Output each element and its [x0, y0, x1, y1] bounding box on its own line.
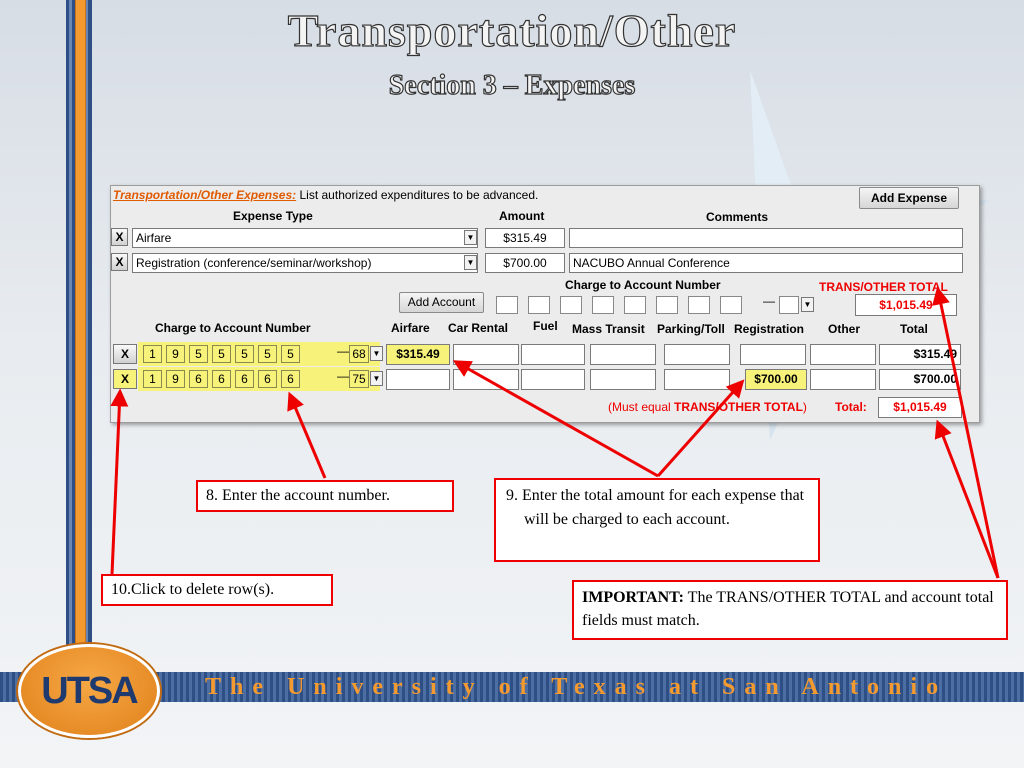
- expense-comment-input[interactable]: NACUBO Annual Conference: [569, 253, 963, 273]
- col-airfare: Airfare: [391, 321, 430, 335]
- dash-separator: —: [763, 294, 775, 308]
- col-fuel: Fuel: [533, 319, 558, 333]
- account-digit[interactable]: 6: [235, 370, 254, 388]
- col-comments: Comments: [706, 210, 769, 224]
- trans-total-field: $1,015.49: [855, 294, 957, 316]
- airfare-input[interactable]: $315.49: [386, 344, 450, 365]
- must-equal-pre: (Must equal: [608, 400, 675, 414]
- account-suffix[interactable]: 68: [349, 345, 369, 363]
- callout-step9: 9. Enter the total amount for each expense that will be charged to each account.: [494, 478, 820, 562]
- callout-step10: 10.Click to delete row(s).: [101, 574, 333, 606]
- callout-step8: 8. Enter the account number.: [196, 480, 454, 512]
- dash-separator: —: [337, 344, 349, 358]
- add-account-button[interactable]: Add Account: [399, 292, 484, 313]
- account-digit[interactable]: 5: [235, 345, 254, 363]
- chevron-down-icon[interactable]: ▼: [370, 346, 383, 361]
- total-label: Total:: [835, 400, 867, 414]
- account-digit[interactable]: 6: [212, 370, 231, 388]
- account-digit[interactable]: 6: [281, 370, 300, 388]
- expense-amount-input[interactable]: $315.49: [485, 228, 565, 248]
- must-equal-bold: TRANS/OTHER TOTAL: [674, 400, 803, 414]
- expense-amount-input[interactable]: $700.00: [485, 253, 565, 273]
- account-digit[interactable]: 5: [281, 345, 300, 363]
- footer-text: The University of Texas at San Antonio: [205, 674, 948, 700]
- must-equal-post: ): [802, 400, 807, 414]
- charge-account-heading: Charge to Account Number: [565, 278, 721, 292]
- chevron-down-icon[interactable]: ▼: [370, 371, 383, 386]
- account-total-field: $700.00: [879, 369, 961, 390]
- col-car-rental: Car Rental: [448, 321, 509, 335]
- col-other: Other: [828, 322, 861, 336]
- col-account: Charge to Account Number: [155, 321, 311, 335]
- chevron-down-icon[interactable]: ▼: [801, 297, 814, 312]
- account-digit[interactable]: 1: [143, 370, 162, 388]
- col-parking: Parking/Toll: [657, 322, 725, 336]
- grand-total-field: $1,015.49: [878, 397, 962, 418]
- delete-account-button[interactable]: X: [113, 344, 137, 364]
- account-digit[interactable]: 5: [258, 345, 277, 363]
- expense-type-select[interactable]: Airfare: [132, 228, 478, 248]
- important-text: The TRANS/OTHER TOTAL and account total fields must match.: [582, 589, 994, 629]
- account-digit[interactable]: 6: [189, 370, 208, 388]
- chevron-down-icon[interactable]: ▼: [464, 255, 477, 270]
- account-digit[interactable]: 5: [212, 345, 231, 363]
- form-header-link[interactable]: Transportation/Other Expenses:: [113, 188, 297, 202]
- col-registration: Registration: [734, 322, 805, 336]
- page-subtitle: Section 3 – Expenses: [388, 70, 636, 101]
- expense-type-select[interactable]: Registration (conference/seminar/workshop): [132, 253, 478, 273]
- registration-input[interactable]: $700.00: [745, 369, 807, 390]
- utsa-logo: UTSA: [18, 644, 160, 738]
- account-suffix[interactable]: 75: [349, 370, 369, 388]
- account-digit[interactable]: 1: [143, 345, 162, 363]
- col-amount: Amount: [499, 209, 545, 223]
- delete-expense-button[interactable]: X: [111, 228, 128, 246]
- account-digit[interactable]: 9: [166, 345, 185, 363]
- account-digit[interactable]: 9: [166, 370, 185, 388]
- dash-separator: —: [337, 369, 349, 383]
- account-digit[interactable]: 5: [189, 345, 208, 363]
- page-title: Transportation/Other: [287, 5, 737, 56]
- col-mass-transit: Mass Transit: [572, 322, 645, 336]
- important-label: IMPORTANT:: [582, 589, 684, 606]
- col-expense-type: Expense Type: [233, 209, 313, 223]
- account-total-field: $315.49: [879, 344, 961, 365]
- delete-account-button[interactable]: X: [113, 369, 137, 389]
- delete-expense-button[interactable]: X: [111, 253, 128, 271]
- form-header-text: List authorized expenditures to be advanced.: [299, 188, 539, 202]
- account-digit[interactable]: 6: [258, 370, 277, 388]
- chevron-down-icon[interactable]: ▼: [464, 230, 477, 245]
- col-total: Total: [900, 322, 928, 336]
- trans-total-label: TRANS/OTHER TOTAL: [819, 280, 948, 294]
- add-expense-button[interactable]: Add Expense: [859, 187, 959, 209]
